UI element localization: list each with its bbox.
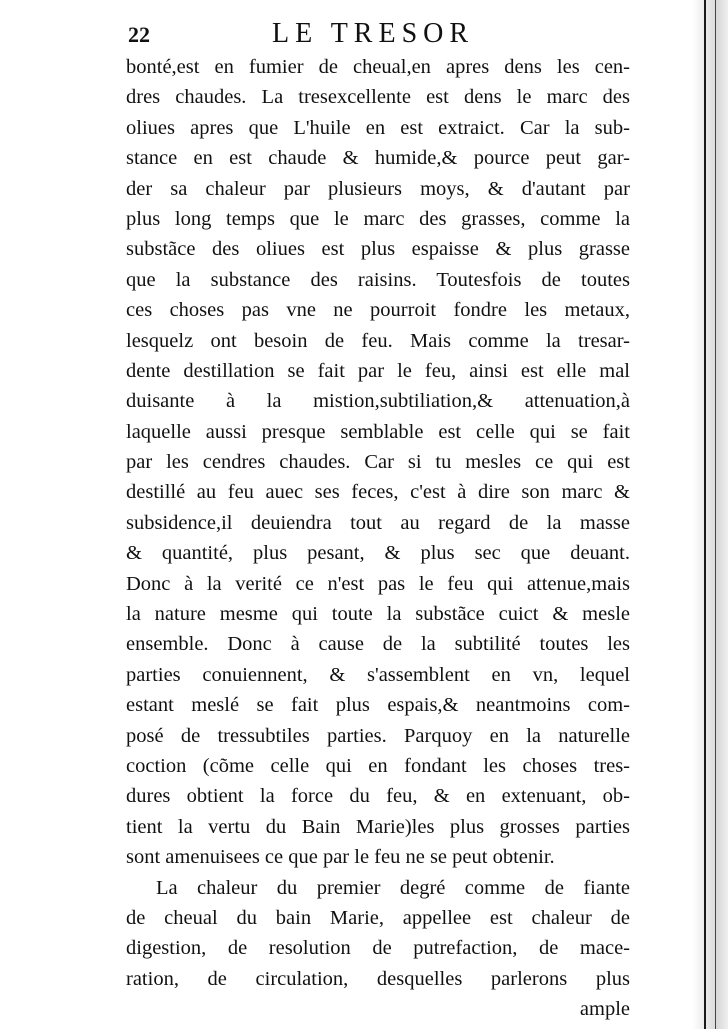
text-line: par les cendres chaudes. Car si tu mesles ce qui est: [126, 451, 630, 474]
text-line: parties conuiennent, & s'assemblent en vn, lequel: [126, 663, 630, 686]
page-header: [128, 18, 628, 52]
text-line: que la substance des raisins. Toutesfois de toutes: [126, 268, 630, 291]
text-line: ensemble. Donc à cause de la subtilité toutes les: [126, 633, 630, 656]
page-edge-line: [704, 0, 706, 1029]
page-gutter-shadow: [692, 0, 728, 1029]
text-line: Donc à la verité ce n'est pas le feu qui attenue,mais: [126, 572, 630, 595]
text-line: subsidence,il deuiendra tout au regard de la masse: [126, 511, 630, 534]
text-line: bonté,est en fumier de cheual,en apres dens les cen-: [126, 56, 630, 78]
text-line: sont amenuisees ce que par le feu ne se peut obtenir.: [126, 846, 555, 869]
text-line: plus long temps que le marc des grasses, comme la: [126, 207, 630, 230]
text-line: la nature mesme qui toute la substãce cuict & mesle: [126, 603, 630, 626]
text-line: substãce des oliues est plus espaisse & plus grasse: [126, 238, 630, 261]
paragraph-first-line: La chaleur du premier degré comme de fiante: [156, 876, 630, 899]
text-line: ration, de circulation, desquelles parlerons plus: [126, 967, 630, 990]
text-line: posé de tressubtiles parties. Parquoy en la naturelle: [126, 724, 630, 747]
text-line: dente destillation se fait par le feu, ainsi est elle mal: [126, 359, 630, 382]
text-line: lesquelz ont besoin de feu. Mais comme la tresar-: [126, 329, 630, 352]
text-line: stance en est chaude & humide,& pource peut gar-: [126, 147, 630, 170]
page-number: 22: [128, 22, 150, 47]
text-line: der sa chaleur par plusieurs moys, & d'autant par: [126, 177, 630, 200]
catchword: ample: [579, 998, 630, 1021]
text-line: laquelle aussi presque semblable est celle qui se fait: [126, 420, 630, 443]
text-line: digestion, de resolution de putrefaction, de mace-: [126, 937, 630, 960]
text-line: de cheual du bain Marie, appellee est chaleur de: [126, 906, 630, 929]
running-title: LE TRESOR: [272, 18, 475, 49]
text-line: oliues apres que L'huile en est extraict. Car la sub-: [126, 116, 630, 139]
page-edge-line-outer: [715, 0, 716, 1029]
body-text: [126, 52, 630, 1025]
text-line: estant meslé se fait plus espais,& neantmoins com-: [126, 694, 630, 717]
text-line: destillé au feu auec ses feces, c'est à dire son marc &: [126, 481, 630, 504]
text-line: ces choses pas vne ne pourroit fondre les metaux,: [126, 299, 630, 322]
text-line: & quantité, plus pesant, & plus sec que deuant.: [126, 542, 630, 565]
text-line: dures obtient la force du feu, & en extenuant, ob-: [126, 785, 630, 808]
text-line: duisante à la mistion,subtiliation,& attenuation,à: [126, 390, 630, 413]
text-line: coction (cõme celle qui en fondant les choses tres-: [126, 754, 630, 777]
text-line: tient la vertu du Bain Marie)les plus grosses parties: [126, 815, 630, 838]
text-line: dres chaudes. La tresexcellente est dens le marc des: [126, 86, 630, 109]
